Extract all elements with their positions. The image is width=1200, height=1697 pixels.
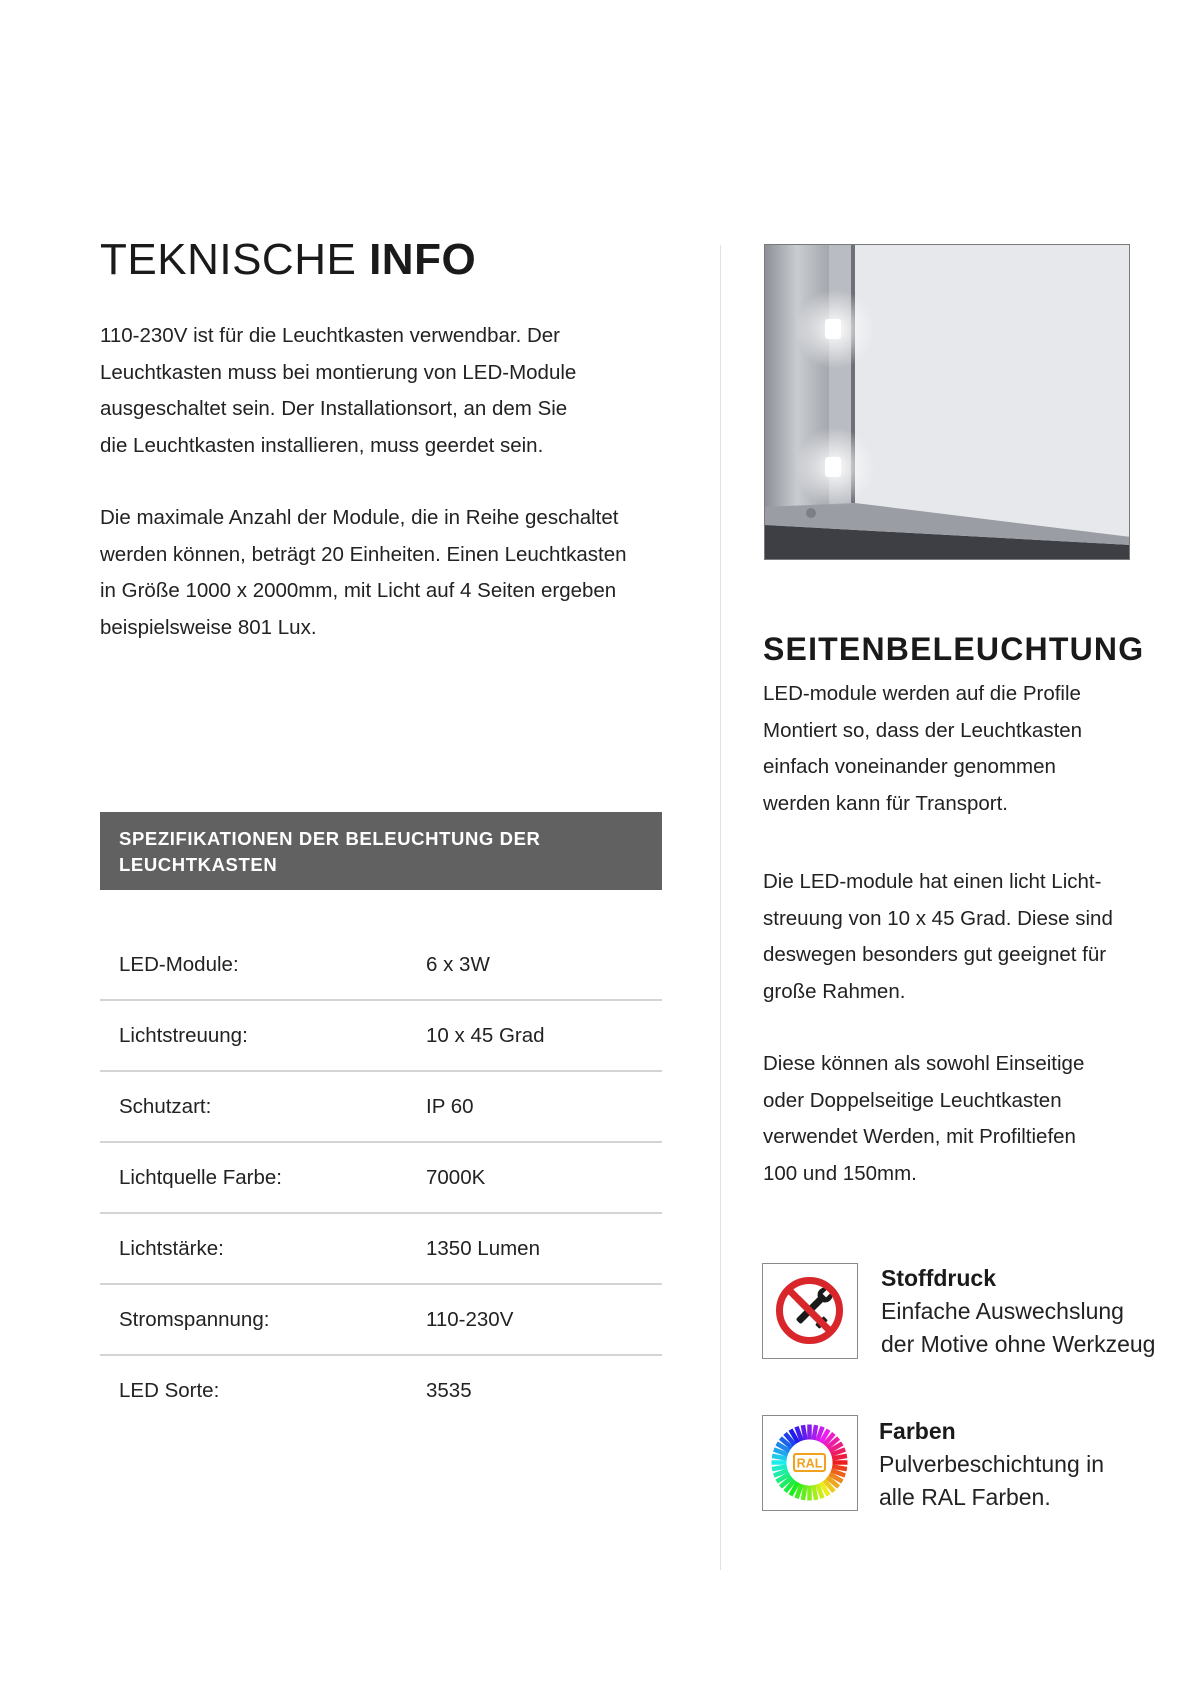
spec-value: IP 60 [426,1095,474,1118]
side-paragraph-3: Diese können als sowohl Einseitige oder Doppelseitige Leuchtkasten verwendet Werden, mit Profiltiefen 100 und 150mm. [763,1052,1085,1185]
page-title [100,232,476,288]
spec-value: 6 x 3W [426,953,490,976]
led-profile-photo [764,244,1130,560]
spec-value: 10 x 45 Grad [426,1024,545,1047]
spec-value: 3535 [426,1379,472,1402]
spec-table-header: SPEZIFIKATIONEN DER BELEUCHTUNG DER LEUCHTKASTEN [100,812,662,890]
led-profile-illustration [765,245,1130,560]
no-tools-graphic [763,1264,856,1357]
spec-value: 1350 Lumen [426,1237,540,1260]
side-paragraph-2: Die LED-module hat einen licht Licht- streuung von 10 x 45 Grad. Diese sind deswegen besonders gut geeignet für große Rahmen. [763,870,1113,1003]
spec-label: LED-Module: [119,953,239,976]
color-wheel-segment [832,1456,847,1459]
feature-text-stoffdruck: Einfache Auswechslung der Motive ohne Werkzeug [881,1298,1156,1357]
color-wheel-segment [772,1466,787,1469]
column-divider [720,245,721,1570]
intro-paragraph-1: 110-230V ist für die Leuchtkasten verwendbar. Der Leuchtkasten muss bei montierung von LED-Module ausgeschaltet sein. Der Installationsort, an dem Sie die Leuchtkasten installieren, muss geerdet sein. [100,324,577,457]
spec-row [100,1001,662,1072]
spec-row [100,930,662,1001]
title-light: TEKNISCHE [100,235,357,284]
spec-label: Stromspannung: [119,1308,270,1331]
color-wheel-segment [772,1456,787,1459]
intro-paragraph-2: Die maximale Anzahl der Module, die in Reihe geschaltet werden können, beträgt 20 Einheiten. Einen Leuchtkasten in Größe 1000 x 2000mm, mit Licht auf 4 Seiten ergeben beispielsweise 801 Lux. [100,506,627,639]
title-bold: INFO [369,235,477,284]
color-wheel-segment [803,1485,806,1500]
spec-label: Schutzart: [119,1095,212,1118]
side-paragraph-1: LED-module werden auf die Profile Montiert so, dass der Leuchtkasten einfach voneinander genommen werden kann für Transport. [763,682,1083,815]
spec-label: Lichtstreuung: [119,1024,248,1047]
spec-row [100,1285,662,1356]
feature-text-farben: Pulverbeschichtung in alle RAL Farben. [879,1451,1105,1510]
spec-table [100,930,662,1427]
spec-row [100,1072,662,1143]
spec-row [100,1214,662,1285]
color-wheel-segment [803,1425,806,1440]
feature-title-farben: Farben [879,1418,956,1444]
spec-label: LED Sorte: [119,1379,220,1402]
ral-color-wheel-graphic [763,1416,856,1509]
color-wheel-segment [832,1466,847,1469]
color-wheel-segment [813,1485,816,1500]
spec-row [100,1143,662,1214]
spec-label: Lichtstärke: [119,1237,224,1260]
ral-color-wheel-icon [762,1415,858,1511]
spec-value: 7000K [426,1166,486,1189]
feature-title-stoffdruck: Stoffdruck [881,1265,996,1291]
spec-label: Lichtquelle Farbe: [119,1166,282,1189]
color-wheel-segment [813,1425,816,1440]
spec-row [100,1356,662,1427]
section-title: SEITENBELEUCHTUNG [763,631,1145,667]
ral-badge-text: RAL [796,1456,823,1471]
no-tools-icon [762,1263,858,1359]
spec-value: 110-230V [426,1308,514,1331]
